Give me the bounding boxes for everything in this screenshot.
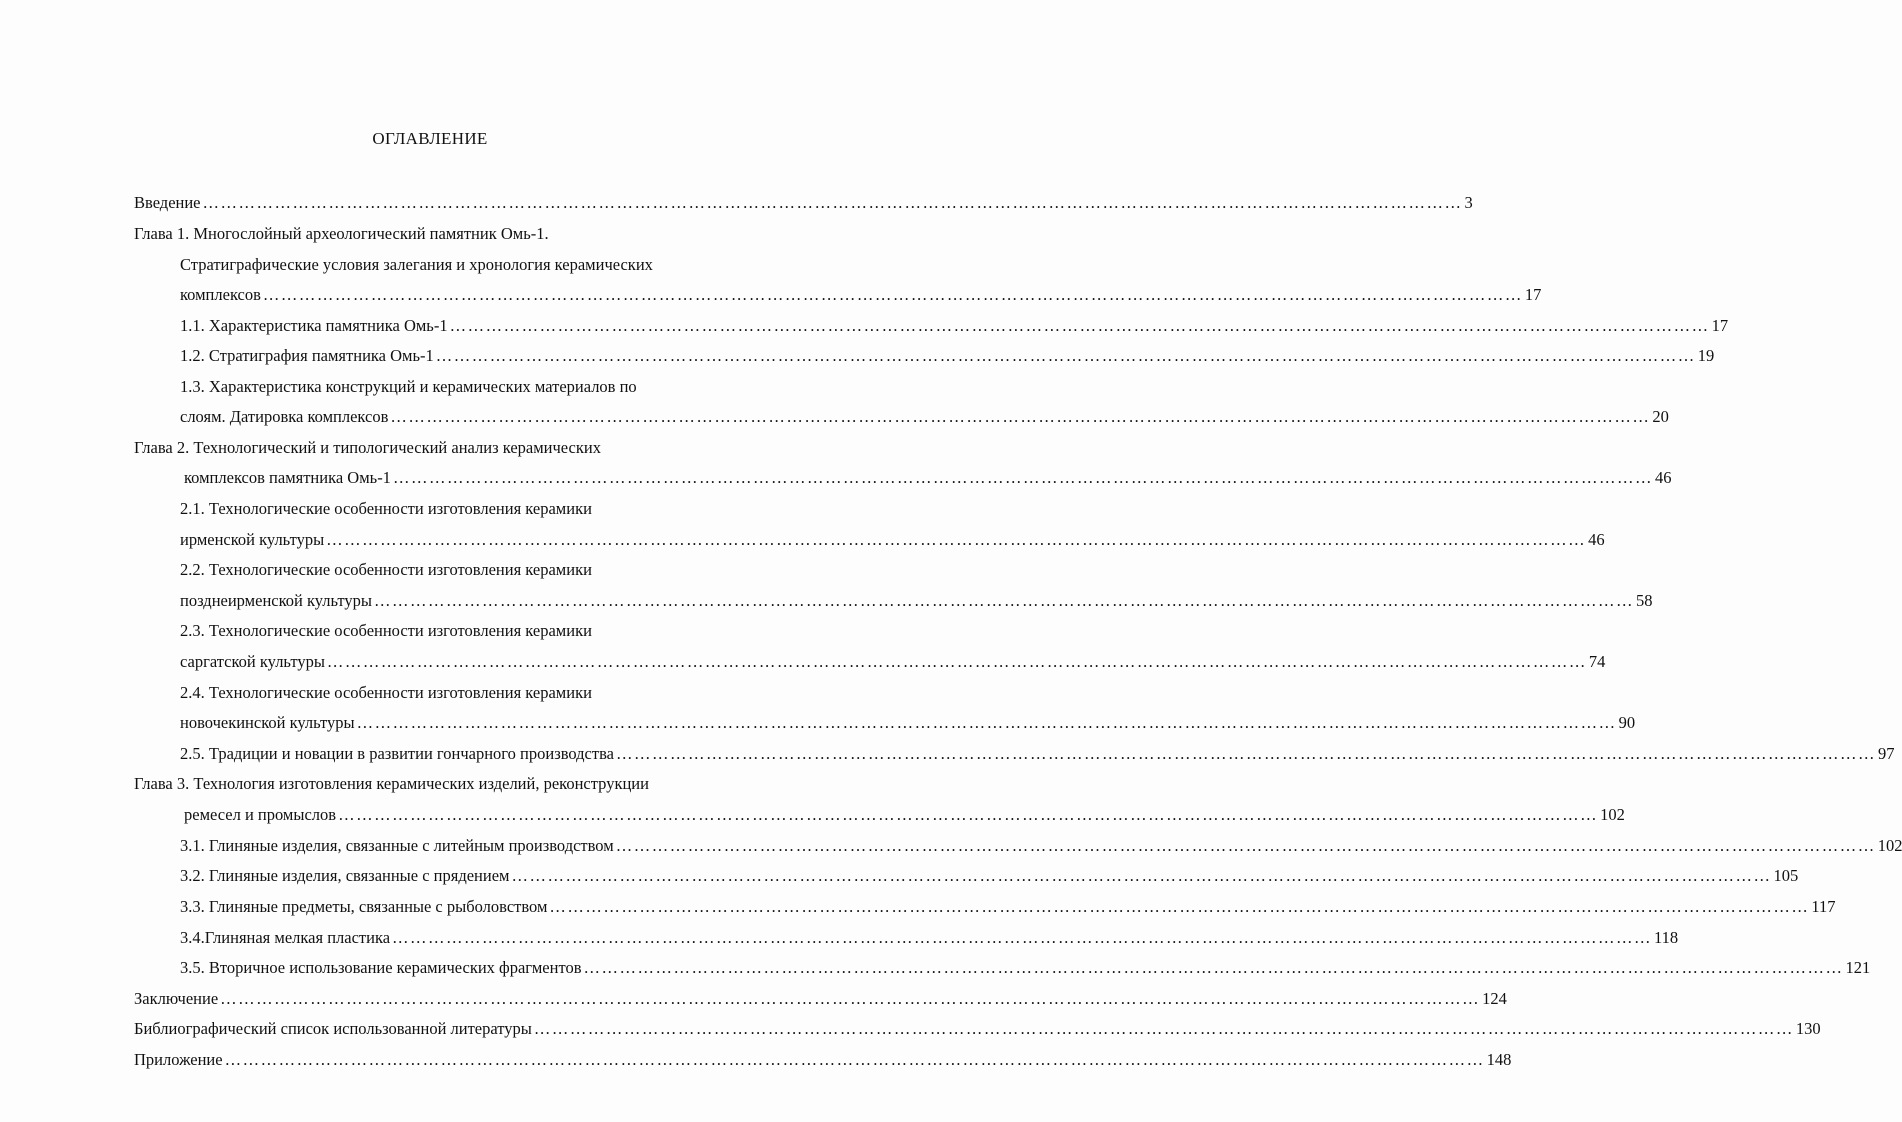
- leader-dots: …………………………………………………………………………………………………………………………………………………………………………………………: [435, 346, 1696, 365]
- leader-dots: …………………………………………………………………………………………………………………………………………………………………………………………: [583, 958, 1844, 977]
- toc-page-number: 46: [1588, 530, 1605, 549]
- toc-entry-label: Приложение: [134, 1050, 223, 1069]
- chapter-1-heading: Глава 1. Многослойный археологический памятник Омь-1.: [134, 224, 549, 243]
- toc-entry-2-1: [180, 530, 1605, 550]
- leader-dots: …………………………………………………………………………………………………………………………………………………………………………………………: [390, 407, 1651, 426]
- toc-entry-label: комплексов памятника Омь-1: [184, 468, 391, 487]
- leader-dots: …………………………………………………………………………………………………………………………………………………………………………………………: [616, 744, 1876, 763]
- toc-entry-label: 3.1. Глиняные изделия, связанные с литейным производством: [180, 836, 614, 855]
- toc-entry-3-3: [180, 897, 1836, 917]
- chapter-3-heading: Глава 3. Технология изготовления керамических изделий, реконструкции: [134, 774, 649, 793]
- toc-entry-label: Введение: [134, 193, 201, 212]
- leader-dots: …………………………………………………………………………………………………………………………………………………………………………………………: [356, 713, 1617, 732]
- toc-entry-1-2: [180, 346, 1715, 366]
- toc-entry-2-2: [180, 591, 1653, 611]
- toc-entry-label: ирменской культуры: [180, 530, 325, 549]
- toc-entry-label: 1.2. Стратиграфия памятника Омь-1: [180, 346, 434, 365]
- toc-page-number: 148: [1486, 1050, 1512, 1069]
- toc-page-number: 130: [1795, 1019, 1821, 1038]
- toc-page-number: 102: [1600, 805, 1625, 824]
- toc-entry-1-1: [180, 316, 1729, 336]
- toc-page-number: 17: [1524, 285, 1542, 304]
- toc-page-number: 105: [1773, 866, 1799, 885]
- toc-page-number: 90: [1618, 713, 1636, 732]
- toc-entry-label: 3.4.Глиняная мелкая пластика: [180, 928, 391, 947]
- toc-entry-label: 3.2. Глиняные изделия, связанные с прядением: [180, 866, 510, 885]
- toc-entry-ch1: [180, 285, 1542, 305]
- toc-entry-2-2-line1: 2.2. Технологические особенности изготовления керамики: [180, 560, 592, 579]
- toc-page-number: 19: [1697, 346, 1715, 365]
- toc-entry-label: слоям. Датировка комплексов: [180, 407, 389, 426]
- toc-entry-label: позднеирменской культуры: [180, 591, 372, 610]
- toc-entry-2-5: [180, 744, 1895, 764]
- leader-dots: …………………………………………………………………………………………………………………………………………………………………………………………: [326, 652, 1587, 671]
- toc-entry-bibliography: [134, 1019, 1821, 1039]
- leader-dots: …………………………………………………………………………………………………………………………………………………………………………………………: [202, 193, 1463, 212]
- toc-entry-ch3: [184, 805, 1625, 825]
- toc-entry-3-1: [180, 836, 1902, 856]
- leader-dots: …………………………………………………………………………………………………………………………………………………………………………………………: [449, 316, 1710, 335]
- leader-dots: …………………………………………………………………………………………………………………………………………………………………………………………: [392, 468, 1653, 487]
- leader-dots: …………………………………………………………………………………………………………………………………………………………………………………………: [392, 928, 1653, 947]
- toc-page-number: 124: [1482, 989, 1507, 1008]
- toc-entry-2-4-line1: 2.4. Технологические особенности изготовления керамики: [180, 683, 592, 702]
- toc-entry-3-2: [180, 866, 1799, 886]
- toc-page-number: 117: [1811, 897, 1836, 916]
- leader-dots: …………………………………………………………………………………………………………………………………………………………………………………………: [533, 1019, 1794, 1038]
- toc-entry-intro: [134, 193, 1473, 213]
- toc-entry-ch2: [184, 468, 1672, 488]
- toc-page-number: 46: [1654, 468, 1672, 487]
- leader-dots: …………………………………………………………………………………………………………………………………………………………………………………………: [615, 836, 1876, 855]
- toc-page-number: 17: [1711, 316, 1729, 335]
- leader-dots: …………………………………………………………………………………………………………………………………………………………………………………………: [511, 866, 1772, 885]
- toc-entry-conclusion: [134, 989, 1507, 1009]
- toc-page-number: 20: [1652, 407, 1669, 426]
- leader-dots: …………………………………………………………………………………………………………………………………………………………………………………………: [549, 897, 1810, 916]
- toc-page-number: 74: [1588, 652, 1606, 671]
- toc-entry-appendix: [134, 1050, 1512, 1070]
- toc-entry-3-5: [180, 958, 1871, 978]
- toc-entry-1-3-line1: 1.3. Характеристика конструкций и керамических материалов по: [180, 377, 637, 396]
- toc-page-number: 58: [1636, 591, 1653, 610]
- toc-entry-2-4: [180, 713, 1636, 733]
- page-title: ОГЛАВЛЕНИЕ: [372, 129, 488, 148]
- toc-entry-label: 3.5. Вторичное использование керамических фрагментов: [180, 958, 582, 977]
- toc-entry-2-3: [180, 652, 1606, 672]
- toc-page-number: 97: [1878, 744, 1895, 763]
- toc-entry-label: новочекинской культуры: [180, 713, 355, 732]
- toc-page-number: 121: [1845, 958, 1871, 977]
- toc-entry-2-1-line1: 2.1. Технологические особенности изготовления керамики: [180, 499, 592, 518]
- chapter-1-heading-cont: Стратиграфические условия залегания и хронология керамических: [180, 255, 653, 274]
- toc-entry-label: Заключение: [134, 989, 219, 1008]
- toc-entry-1-3: [180, 407, 1669, 427]
- toc-entry-label: Библиографический список использованной литературы: [134, 1019, 532, 1038]
- toc-entry-label: 1.1. Характеристика памятника Омь-1: [180, 316, 448, 335]
- chapter-2-heading: Глава 2. Технологический и типологический анализ керамических: [134, 438, 601, 457]
- leader-dots: …………………………………………………………………………………………………………………………………………………………………………………………: [224, 1050, 1485, 1069]
- leader-dots: …………………………………………………………………………………………………………………………………………………………………………………………: [262, 285, 1523, 304]
- leader-dots: …………………………………………………………………………………………………………………………………………………………………………………………: [338, 805, 1599, 824]
- toc-page-number: 102: [1877, 836, 1902, 855]
- leader-dots: …………………………………………………………………………………………………………………………………………………………………………………………: [220, 989, 1481, 1008]
- toc-entry-label: саргатской культуры: [180, 652, 325, 671]
- leader-dots: …………………………………………………………………………………………………………………………………………………………………………………………: [374, 591, 1634, 610]
- toc-page-number: 118: [1654, 928, 1679, 947]
- toc-entry-label: ремесел и промыслов: [184, 805, 337, 824]
- toc-entry-label: 3.3. Глиняные предметы, связанные с рыболовством: [180, 897, 548, 916]
- toc-entry-label: комплексов: [180, 285, 261, 304]
- toc-entry-3-4: [180, 928, 1679, 948]
- toc-page-number: 3: [1464, 193, 1473, 212]
- leader-dots: …………………………………………………………………………………………………………………………………………………………………………………………: [326, 530, 1587, 549]
- toc-entry-2-3-line1: 2.3. Технологические особенности изготовления керамики: [180, 621, 592, 640]
- toc-entry-label: 2.5. Традиции и новации в развитии гончарного производства: [180, 744, 614, 763]
